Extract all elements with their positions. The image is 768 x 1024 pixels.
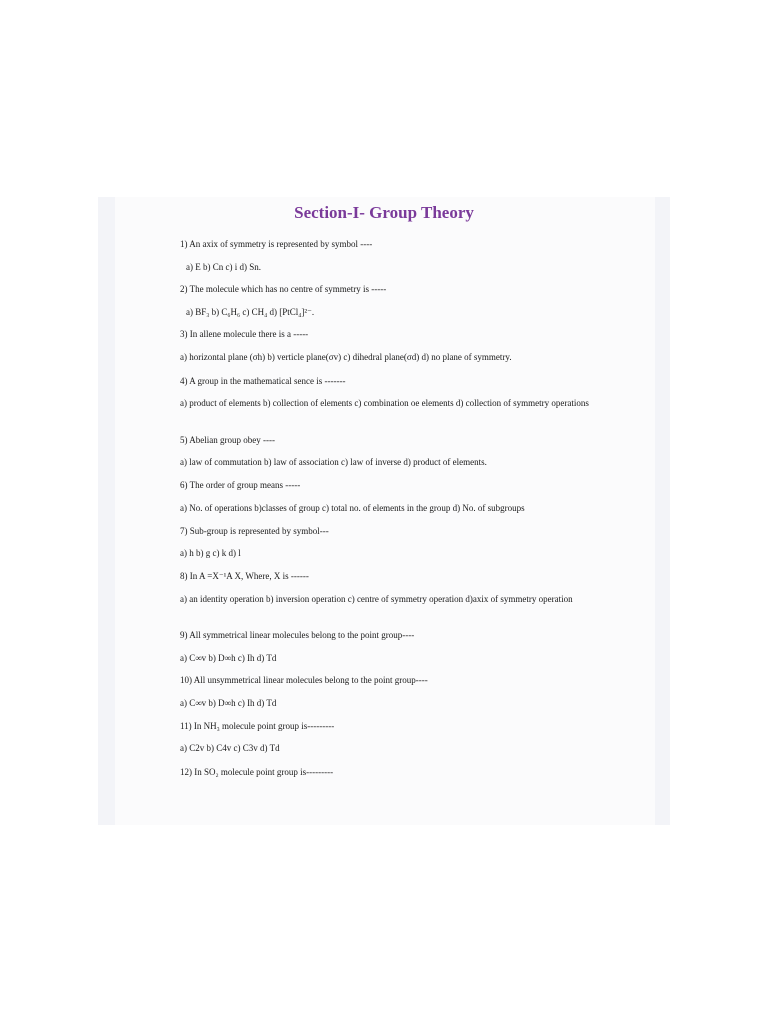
options-10: a) C∞v b) D∞h c) Ih d) Td (180, 698, 277, 708)
question-5: 5) Abelian group obey ---- (180, 435, 275, 445)
options-7: a) h b) g c) k d) l (180, 548, 241, 558)
options-11: a) C2v b) C4v c) C3v d) Td (180, 743, 280, 753)
question-1: 1) An axix of symmetry is represented by symbol ---- (180, 239, 373, 249)
question-11: 11) In NH₃ molecule point group is--------- (180, 721, 335, 731)
options-9: a) C∞v b) D∞h c) Ih d) Td (180, 653, 277, 663)
question-4: 4) A group in the mathematical sence is ------- (180, 376, 346, 386)
question-6: 6) The order of group means ----- (180, 480, 301, 490)
options-5: a) law of commutation b) law of association c) law of inverse d) product of elements. (180, 457, 487, 467)
options-1: a) E b) Cn c) i d) Sn. (186, 262, 261, 272)
options-2: a) BF₃ b) C₆H₆ c) CH₄ d) [PtCl₄]²⁻. (186, 307, 315, 317)
section-title: Section-I- Group Theory (294, 203, 474, 222)
question-3: 3) In allene molecule there is a ----- (180, 329, 309, 339)
question-7: 7) Sub-group is represented by symbol--- (180, 526, 329, 536)
question-8: 8) In A =X⁻¹A X, Where, X is ------ (180, 571, 309, 581)
options-8: a) an identity operation b) inversion operation c) centre of symmetry operation d)axix of symmetry operation (180, 594, 573, 604)
options-6: a) No. of operations b)classes of group c) total no. of elements in the group d) No. of subgroups (180, 503, 525, 513)
options-3: a) horizontal plane (σh) b) verticle plane(σv) c) dihedral plane(σd) d) no plane of symmetry. (180, 352, 512, 362)
question-12: 12) In SO₂ molecule point group is--------- (180, 767, 334, 777)
question-9: 9) All symmetrical linear molecules belong to the point group---- (180, 630, 415, 640)
options-4: a) product of elements b) collection of elements c) combination oe elements d) collection of symmetry operations (180, 398, 589, 408)
question-10: 10) All unsymmetrical linear molecules belong to the point group---- (180, 675, 428, 685)
question-2: 2) The molecule which has no centre of symmetry is ----- (180, 284, 387, 294)
